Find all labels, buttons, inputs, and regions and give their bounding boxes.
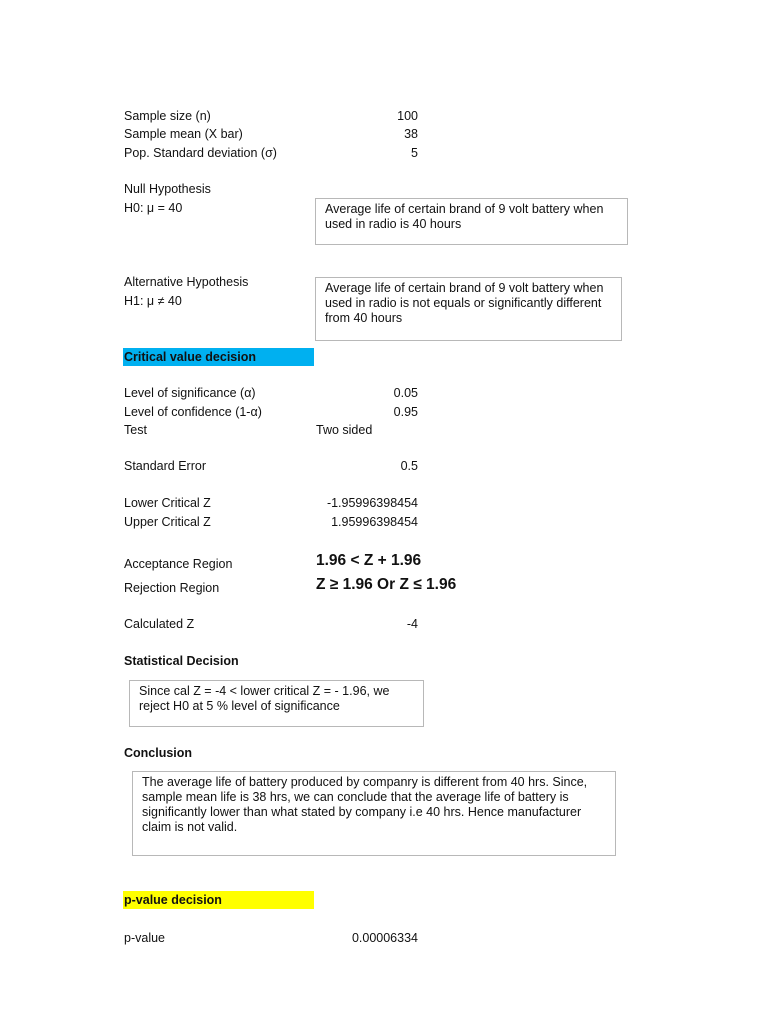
acceptance-region-value: 1.96 < Z + 1.96 xyxy=(316,552,422,569)
statistical-decision-text: Since cal Z = -4 < lower critical Z = - 1.96, we reject H0 at 5 % level of significance xyxy=(129,680,424,727)
null-hypothesis-description: Average life of certain brand of 9 volt battery when used in radio is 40 hours xyxy=(315,198,628,245)
standard-error-value: 0.5 xyxy=(400,459,418,473)
calculated-z-label: Calculated Z xyxy=(124,617,195,631)
conclusion-text: The average life of battery produced by companry is different from 40 hrs. Since, sample mean life is 38 hrs, we can conclude that the average life of battery is significantly lower than what stated by company i.e 40 hrs. Hence manufacturer claim is not valid. xyxy=(132,771,616,856)
test-value: Two sided xyxy=(316,423,373,437)
alternative-hypothesis-description: Average life of certain brand of 9 volt battery when used in radio is not equals or significantly different from 40 hours xyxy=(315,277,622,341)
p-value-label: p-value xyxy=(124,931,165,945)
calculated-z-value: -4 xyxy=(406,617,418,631)
p-value-value: 0.00006334 xyxy=(351,931,418,945)
significance-value: 0.05 xyxy=(393,386,418,400)
confidence-label: Level of confidence (1-α) xyxy=(124,405,262,419)
sample-mean-label: Sample mean (X bar) xyxy=(124,127,243,141)
p-value-heading: p-value decision xyxy=(123,891,314,909)
null-hypothesis-heading: Null Hypothesis xyxy=(124,182,211,196)
lower-critical-z-value: -1.95996398454 xyxy=(326,496,418,510)
confidence-value: 0.95 xyxy=(393,405,418,419)
sample-mean-value: 38 xyxy=(404,127,418,141)
alternative-hypothesis-heading: Alternative Hypothesis xyxy=(124,275,249,289)
test-label: Test xyxy=(124,423,147,437)
significance-label: Level of significance (α) xyxy=(124,386,256,400)
acceptance-region-label: Acceptance Region xyxy=(124,557,233,571)
alternative-hypothesis-formula: H1: μ ≠ 40 xyxy=(124,294,182,308)
conclusion-heading: Conclusion xyxy=(124,746,193,760)
rejection-region-value: Z ≥ 1.96 Or Z ≤ 1.96 xyxy=(316,576,457,593)
statistical-decision-heading: Statistical Decision xyxy=(124,654,239,668)
sample-size-label: Sample size (n) xyxy=(124,109,211,123)
lower-critical-z-label: Lower Critical Z xyxy=(124,496,211,510)
rejection-region-label: Rejection Region xyxy=(124,581,220,595)
upper-critical-z-label: Upper Critical Z xyxy=(124,515,211,529)
pop-sd-label: Pop. Standard deviation (σ) xyxy=(124,146,277,160)
null-hypothesis-formula: H0: μ = 40 xyxy=(124,201,183,215)
standard-error-label: Standard Error xyxy=(124,459,206,473)
upper-critical-z-value: 1.95996398454 xyxy=(331,515,418,529)
sample-size-value: 100 xyxy=(397,109,418,123)
critical-value-heading: Critical value decision xyxy=(123,348,314,366)
pop-sd-value: 5 xyxy=(411,146,418,160)
